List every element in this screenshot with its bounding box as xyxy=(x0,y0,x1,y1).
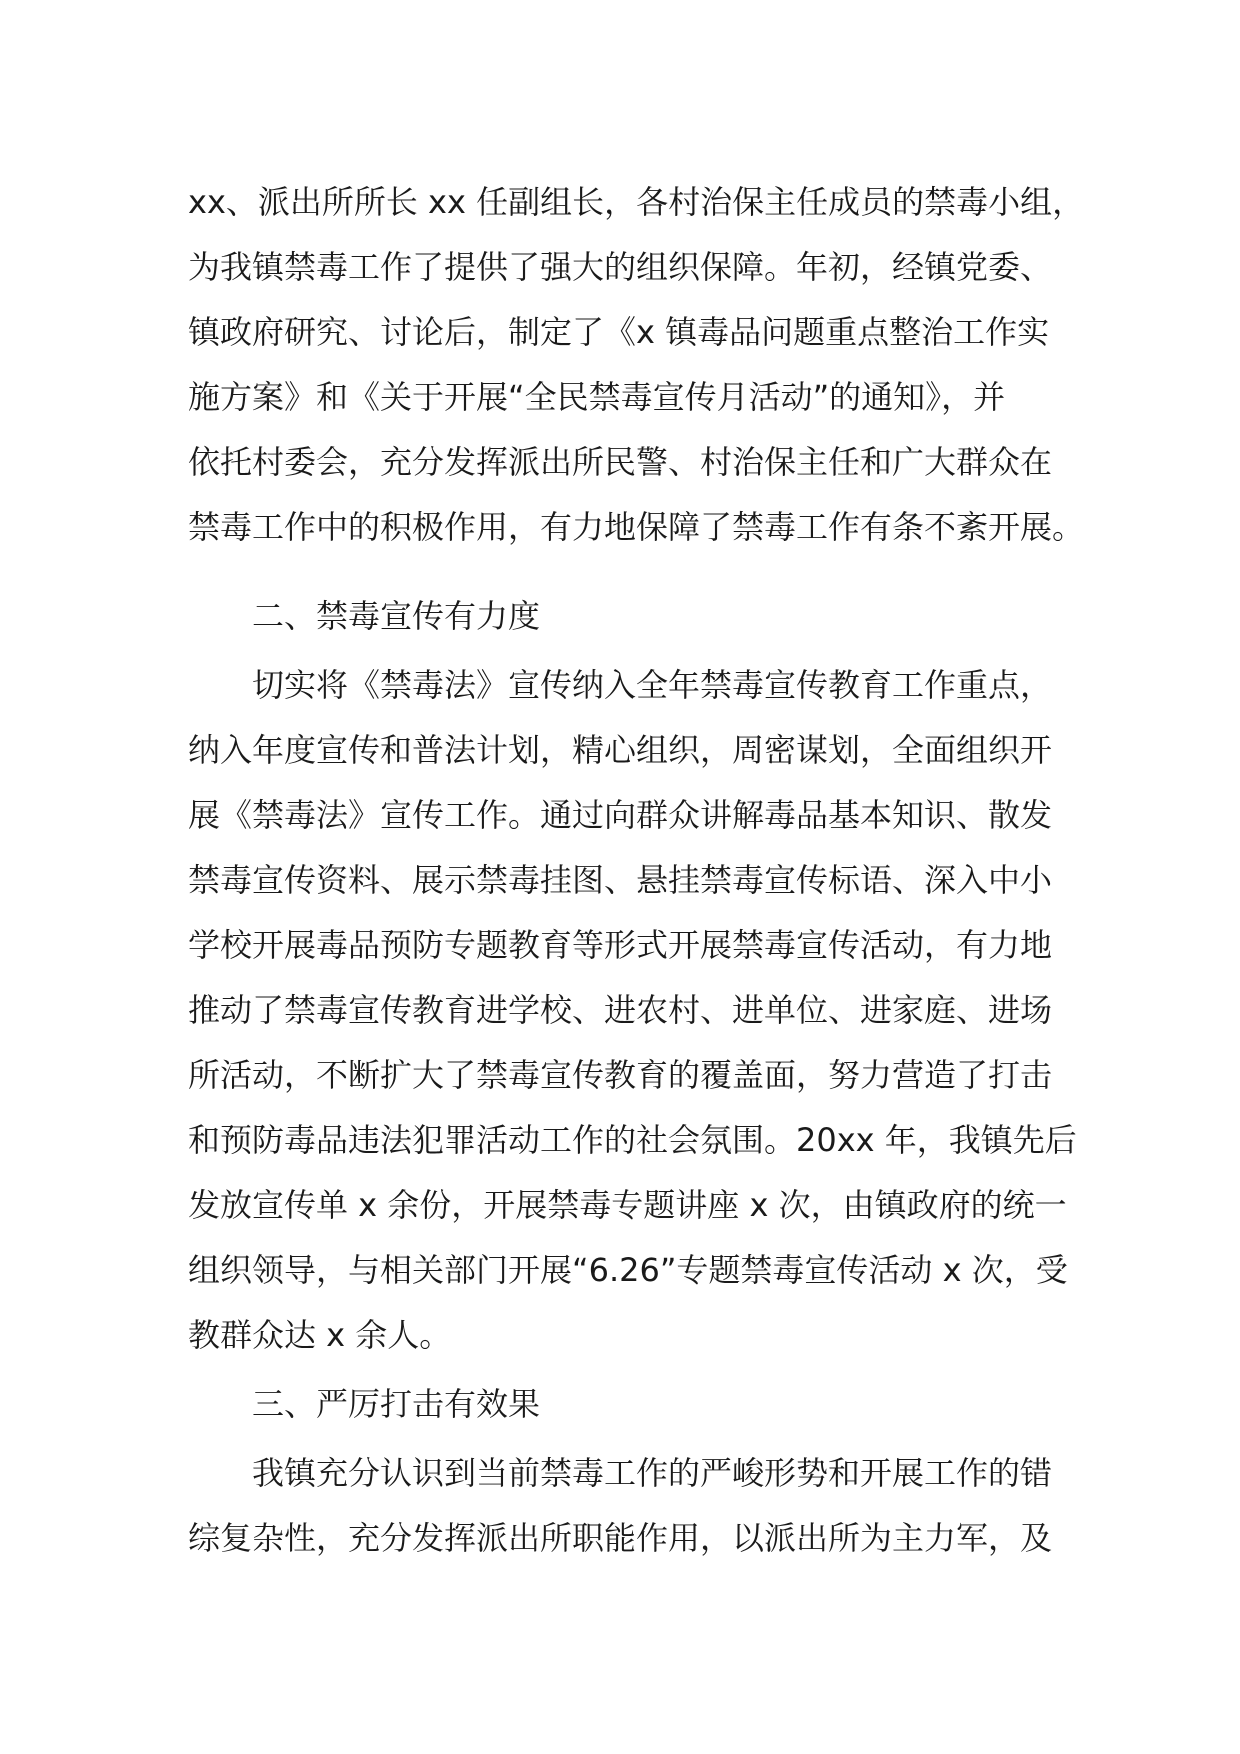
text-line: 组织领导，与相关部门开展“6.26”专题禁毒宣传活动 x 次，受 xyxy=(188,1251,1068,1289)
paragraph-3 xyxy=(188,1441,1068,1571)
text-line: 学校开展毒品预防专题教育等形式开展禁毒宣传活动，有力地 xyxy=(188,926,1053,964)
text-line: 我镇充分认识到当前禁毒工作的严峻形势和开展工作的错 xyxy=(252,1454,1053,1492)
text-line: 施方案》和《关于开展“全民禁毒宣传月活动”的通知》，并 xyxy=(188,378,1006,416)
text-line: 为我镇禁毒工作了提供了强大的组织保障。年初，经镇党委、 xyxy=(188,248,1053,286)
text-line: 推动了禁毒宣传教育进学校、进农村、进单位、进家庭、进场 xyxy=(188,991,1053,1029)
document-body xyxy=(188,170,1085,1571)
section-heading-2: 二、禁毒宣传有力度 xyxy=(252,597,541,635)
text-line: 发放宣传单 x 余份，开展禁毒专题讲座 x 次，由镇政府的统一 xyxy=(188,1186,1067,1224)
text-line: 所活动，不断扩大了禁毒宣传教育的覆盖面，努力营造了打击 xyxy=(188,1056,1053,1094)
section-heading-3: 三、严厉打击有效果 xyxy=(252,1385,541,1423)
text-line: 禁毒宣传资料、展示禁毒挂图、悬挂禁毒宣传标语、深入中小 xyxy=(188,861,1053,899)
text-line: 切实将《禁毒法》宣传纳入全年禁毒宣传教育工作重点， xyxy=(252,666,1053,704)
text-line: 综复杂性，充分发挥派出所职能作用，以派出所为主力军，及 xyxy=(188,1519,1053,1557)
paragraph-2 xyxy=(188,653,1077,1368)
text-line: 镇政府研究、讨论后，制定了《x 镇毒品问题重点整治工作实 xyxy=(188,313,1050,351)
text-line: xx、派出所所长 xx 任副组长，各村治保主任成员的禁毒小组， xyxy=(188,183,1085,221)
text-line: 禁毒工作中的积极作用，有力地保障了禁毒工作有条不紊开展。 xyxy=(188,508,1085,546)
text-line: 教群众达 x 余人。 xyxy=(188,1316,452,1354)
text-line: 纳入年度宣传和普法计划，精心组织，周密谋划，全面组织开 xyxy=(188,731,1053,769)
text-line: 依托村委会，充分发挥派出所民警、村治保主任和广大群众在 xyxy=(188,443,1053,481)
text-line: 展《禁毒法》宣传工作。通过向群众讲解毒品基本知识、散发 xyxy=(188,796,1053,834)
paragraph-1 xyxy=(188,170,1085,560)
text-line: 和预防毒品违法犯罪活动工作的社会氛围。20xx 年，我镇先后 xyxy=(188,1121,1077,1159)
